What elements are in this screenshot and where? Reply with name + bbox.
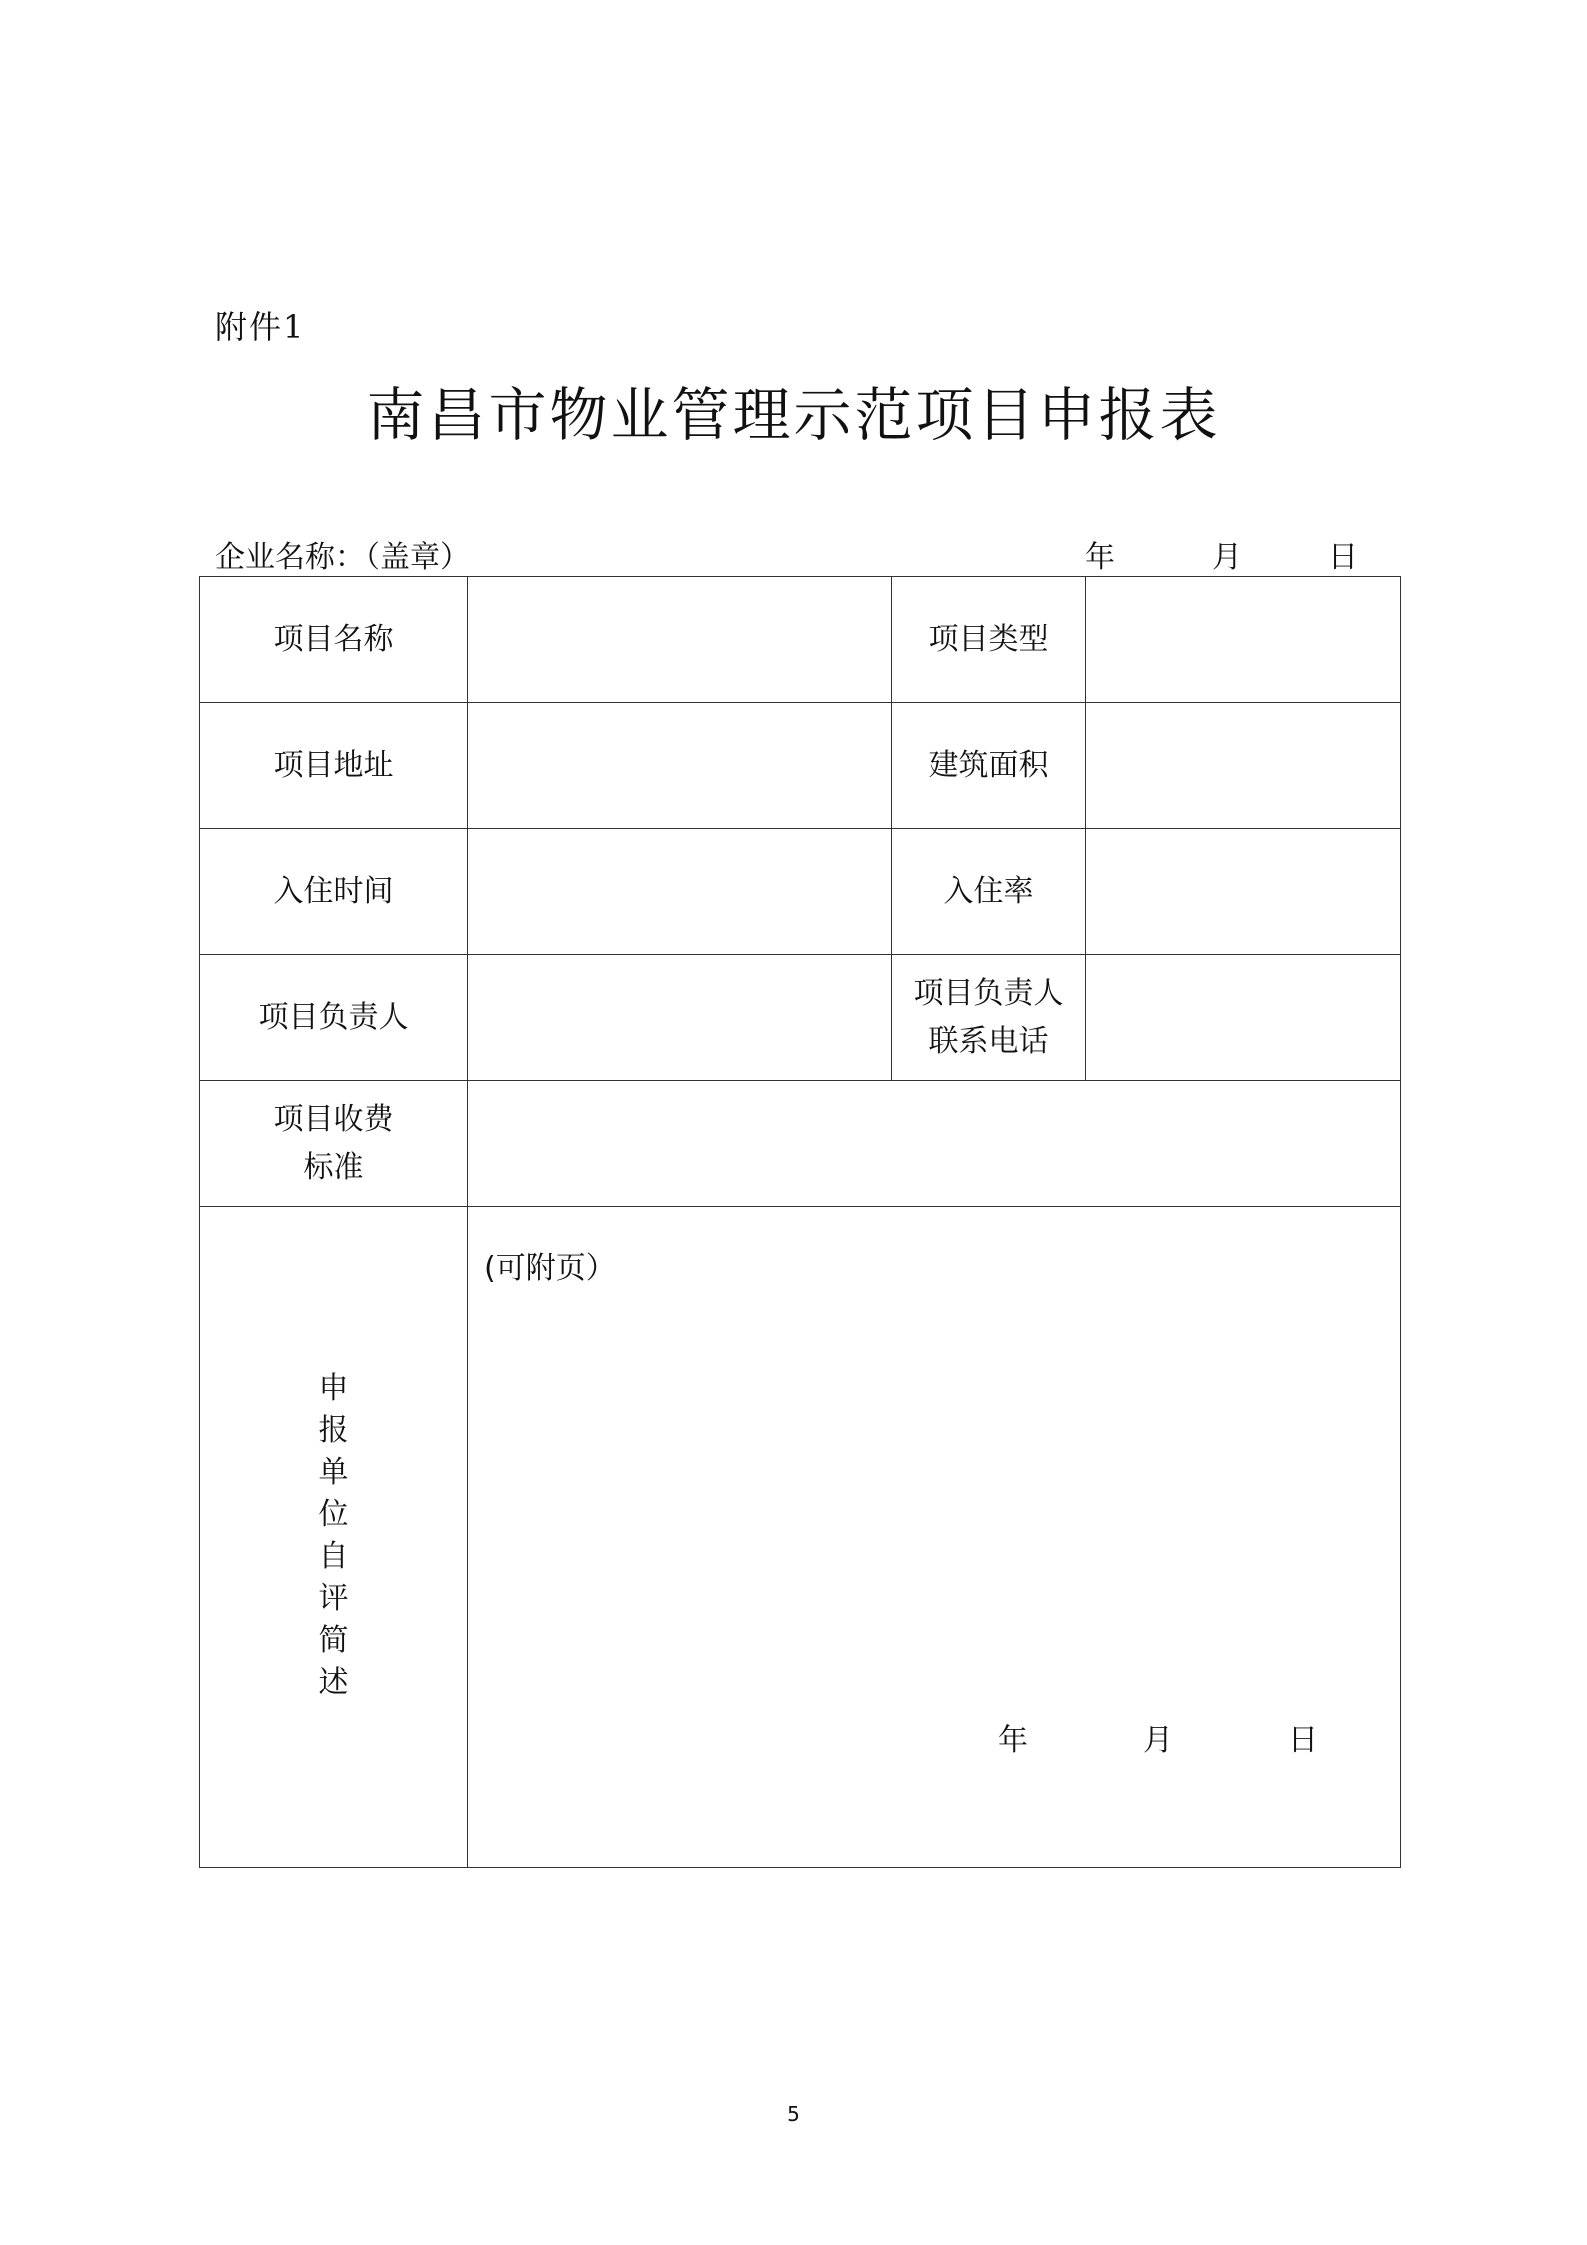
table-row (200, 955, 1401, 1081)
occupancy-rate-field[interactable] (1086, 829, 1401, 955)
fee-standard-label (200, 1081, 468, 1207)
manager-contact-label-line2: 联系电话 (928, 1023, 1049, 1059)
table-row (200, 1207, 1401, 1868)
attachment-label: 附件1 (215, 308, 306, 346)
header-date-day: 日 (1328, 540, 1358, 575)
attach-pages-note: (可附页） (484, 1251, 616, 1286)
fee-standard-field[interactable] (468, 1081, 1401, 1207)
self-eval-char: 位 (318, 1496, 349, 1532)
eval-date-year: 年 (998, 1723, 1028, 1758)
table-row (200, 829, 1401, 955)
table-row (200, 1081, 1401, 1207)
manager-contact-field[interactable] (1086, 955, 1401, 1081)
move-in-time-field[interactable] (468, 829, 892, 955)
header-date-year: 年 (1085, 540, 1115, 575)
application-form-table (199, 576, 1401, 1868)
page-number: 5 (787, 2102, 800, 2126)
project-address-label: 项目地址 (200, 703, 468, 829)
project-type-label: 项目类型 (892, 577, 1086, 703)
self-eval-char: 评 (318, 1580, 349, 1616)
self-evaluation-field[interactable] (468, 1207, 1401, 1868)
occupancy-rate-label: 入住率 (892, 829, 1086, 955)
self-eval-char: 述 (318, 1664, 349, 1700)
table-row (200, 703, 1401, 829)
move-in-time-label: 入住时间 (200, 829, 468, 955)
project-manager-label: 项目负责人 (200, 955, 468, 1081)
project-name-field[interactable] (468, 577, 892, 703)
manager-contact-label-line1: 项目负责人 (913, 975, 1064, 1011)
self-eval-char: 单 (318, 1454, 349, 1490)
project-manager-field[interactable] (468, 955, 892, 1081)
self-evaluation-vertical-text (319, 1368, 349, 1704)
self-eval-char: 简 (318, 1622, 349, 1658)
project-address-field[interactable] (468, 703, 892, 829)
table-row (200, 577, 1401, 703)
building-area-field[interactable] (1086, 703, 1401, 829)
fee-standard-label-line1: 项目收费 (273, 1101, 394, 1137)
company-name-label: 企业名称：（盖章） (215, 540, 470, 575)
self-eval-char: 自 (318, 1538, 349, 1574)
self-eval-char: 申 (318, 1370, 349, 1406)
self-eval-char: 报 (318, 1412, 349, 1448)
manager-contact-label (892, 955, 1086, 1081)
building-area-label: 建筑面积 (892, 703, 1086, 829)
project-name-label: 项目名称 (200, 577, 468, 703)
eval-date-day: 日 (1288, 1723, 1318, 1758)
project-type-field[interactable] (1086, 577, 1401, 703)
header-date-month: 月 (1212, 540, 1242, 575)
eval-date-month: 月 (1143, 1723, 1173, 1758)
self-evaluation-label (200, 1207, 468, 1868)
fee-standard-label-line2: 标准 (303, 1149, 364, 1185)
document-title: 南昌市物业管理示范项目申报表 (366, 381, 1221, 449)
